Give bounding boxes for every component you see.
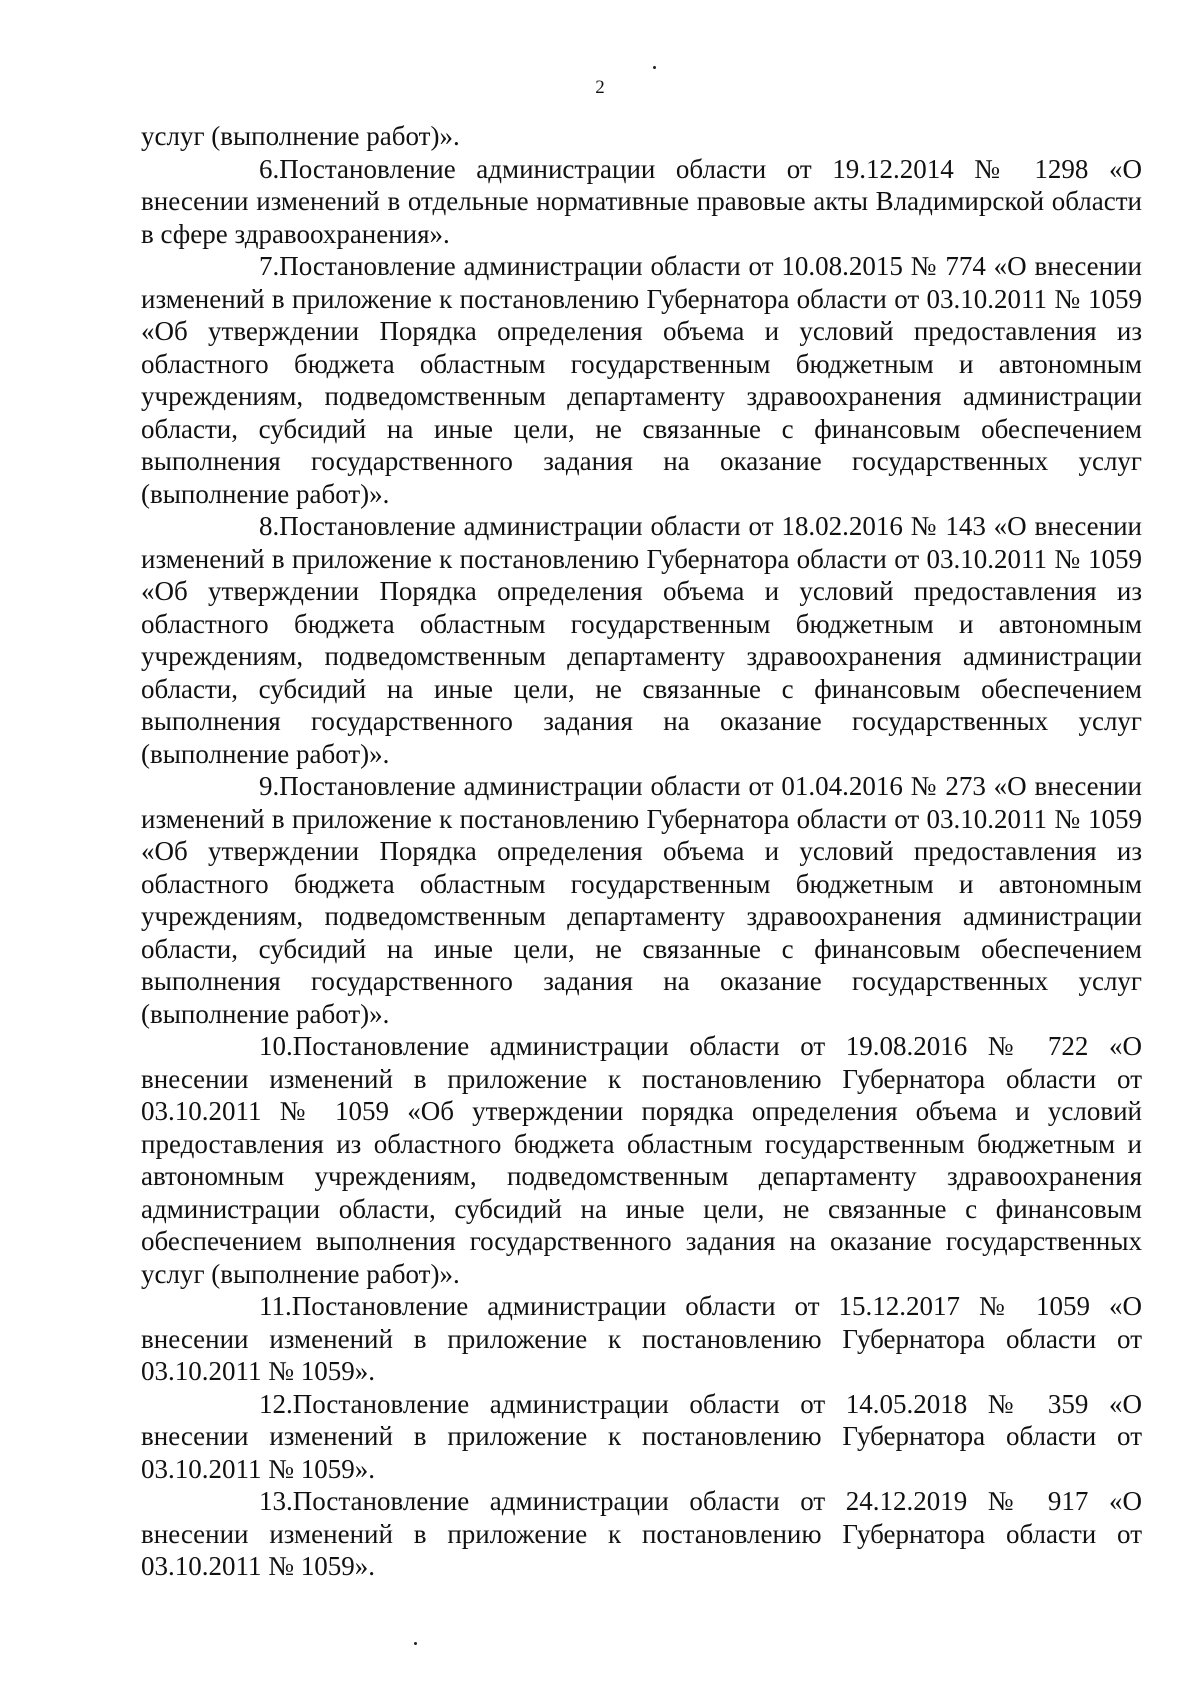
list-item-text: Постановление администрации области от 01.04.2016 № 273 «О внесении изменений в приложение к постановлению Губернатора области от 03.10.2011 № 1059 «Об утверждении Порядка определения объема и условий предоставления из областного бюджета областным государственным бюджетным и автономным учреждениям, подведомственным департаменту здравоохранения администрации области, субсидий на иные цели, не связанные с финансовым обеспечением выполнения государственного задания на оказание государственных услуг (выполнение работ)». <box>141 771 1142 1029</box>
list-item-number: 9. <box>259 771 280 801</box>
continuation-text: услуг (выполнение работ)». <box>141 121 460 151</box>
list-item-8 <box>141 510 1142 770</box>
list-item-number: 8. <box>259 511 280 541</box>
document-body <box>141 120 1142 1583</box>
page-number: 2 <box>595 77 605 98</box>
list-item-text: Постановление администрации области от 15.12.2017 № 1059 «О внесении изменений в приложение к постановлению Губернатора области от 03.10.2011 № 1059». <box>141 1291 1142 1386</box>
list-item-12 <box>141 1388 1142 1486</box>
list-item-number: 6. <box>259 153 280 184</box>
list-item-text: Постановление администрации области от 10.08.2015 № 774 «О внесении изменений в приложение к постановлению Губернатора области от 03.10.2011 № 1059 «Об утверждении Порядка определения объема и условий предоставления из областного бюджета областным государственным бюджетным и автономным учреждениям, подведомственным департаменту здравоохранения администрации области, субсидий на иные цели, не связанные с финансовым обеспечением выполнения государственного задания на оказание государственных услуг (выполнение работ)». <box>141 251 1142 509</box>
list-item-10 <box>141 1030 1142 1290</box>
list-item-text: Постановление администрации области от 24.12.2019 № 917 «О внесении изменений в приложение к постановлению Губернатора области от 03.10.2011 № 1059». <box>141 1486 1142 1581</box>
list-item-text: Постановление администрации области от 14.05.2018 № 359 «О внесении изменений в приложение к постановлению Губернатора области от 03.10.2011 № 1059». <box>141 1388 1142 1484</box>
list-item-number: 12. <box>259 1388 293 1419</box>
list-item-number: 10. <box>259 1031 293 1061</box>
list-item-13 <box>141 1485 1142 1583</box>
list-item-number: 7. <box>259 251 280 281</box>
list-item-text: Постановление администрации области от 18.02.2016 № 143 «О внесении изменений в приложение к постановлению Губернатора области от 03.10.2011 № 1059 «Об утверждении Порядка определения объема и условий предоставления из областного бюджета областным государственным бюджетным и автономным учреждениям, подведомственным департаменту здравоохранения администрации области, субсидий на иные цели, не связанные с финансовым обеспечением выполнения государственного задания на оказание государственных услуг (выполнение работ)». <box>141 511 1142 769</box>
list-item-9 <box>141 770 1142 1030</box>
list-item-number: 11. <box>259 1291 292 1321</box>
list-item-text: Постановление администрации области от 19.12.2014 № 1298 «О внесении изменений в отдельные нормативные правовые акты Владимирской области в сфере здравоохранения». <box>141 153 1142 249</box>
scan-speck <box>414 1642 417 1645</box>
list-item-text: Постановление администрации области от 19.08.2016 № 722 «О внесении изменений в приложение к постановлению Губернатора области от 03.10.2011 № 1059 «Об утверждении порядка определения объема и условий предоставления из областного бюджета областным государственным бюджетным и автономным учреждениям, подведомственным департаменту здравоохранения администрации области, субсидий на иные цели, не связанные с финансовым обеспечением выполнения государственного задания на оказание государственных услуг (выполнение работ)». <box>141 1031 1142 1289</box>
list-item-6 <box>141 153 1142 251</box>
list-item-number: 13. <box>259 1486 293 1516</box>
list-item-7 <box>141 250 1142 510</box>
list-item-11 <box>141 1290 1142 1388</box>
scan-speck <box>653 66 656 69</box>
